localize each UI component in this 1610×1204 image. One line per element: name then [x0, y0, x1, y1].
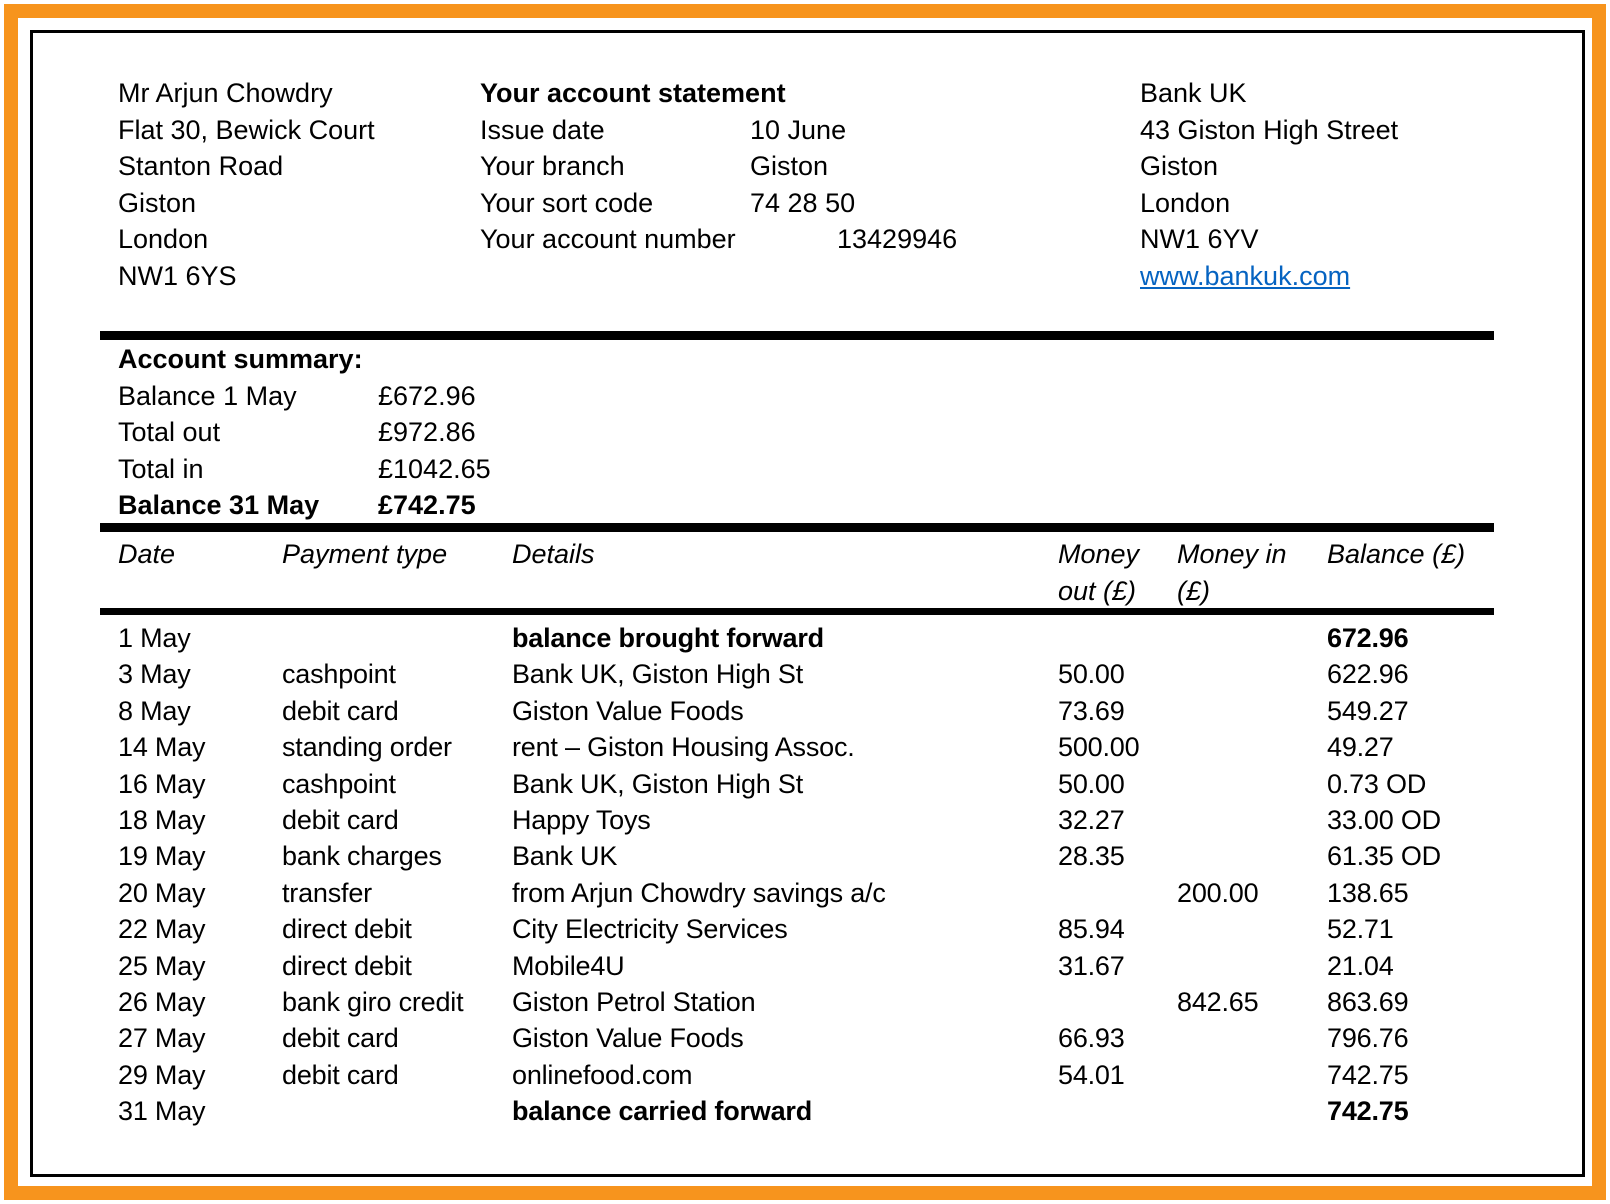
cell-balance: 49.27: [1327, 732, 1394, 763]
column-header-money-in: Money in (£): [1177, 539, 1287, 606]
cell-details: from Arjun Chowdry savings a/c: [512, 877, 886, 908]
divider-above-summary: [100, 331, 1494, 340]
cell-balance: 61.35 OD: [1327, 841, 1441, 872]
cell-date: 31 May: [118, 1096, 206, 1127]
summary-row: [118, 451, 491, 488]
cell-date: 20 May: [118, 877, 206, 908]
statement-fields: [480, 112, 1120, 258]
statement-title: Your account statement: [480, 78, 786, 108]
cell-money-in: [1177, 1093, 1327, 1129]
statement-field-value: Giston: [750, 151, 829, 181]
statement-field-label: Your account number: [480, 224, 736, 254]
cell-balance: 549.27: [1327, 695, 1409, 726]
cell-balance: 21.04: [1327, 950, 1394, 981]
bank-address-line: Giston: [1140, 151, 1219, 181]
cell-money-in: [1177, 802, 1327, 838]
statement-field-row: [480, 148, 1120, 185]
divider-above-table-header: [100, 523, 1494, 532]
cell-money-out: 500.00: [1058, 732, 1140, 763]
bank-address-block: [1140, 75, 1570, 294]
table-row: [118, 948, 1441, 984]
cell-details: Giston Value Foods: [512, 695, 744, 726]
cell-balance: 742.75: [1327, 1059, 1409, 1090]
cell-date: 8 May: [118, 695, 191, 726]
table-row: [118, 875, 1441, 911]
table-row: [118, 656, 1441, 692]
cell-payment-type: debit card: [282, 695, 399, 726]
statement-info-block: [480, 75, 1120, 258]
cell-details: balance brought forward: [512, 623, 824, 653]
cell-money-out: 31.67: [1058, 950, 1125, 981]
summary-row-label: Total in: [118, 453, 204, 484]
bank-address-line: London: [1140, 187, 1231, 218]
bank-address-lines: [1140, 75, 1570, 258]
cell-date: 14 May: [118, 732, 206, 763]
statement-field-label: Issue date: [480, 114, 605, 145]
bank-website-link[interactable]: www.bankuk.com: [1140, 260, 1351, 291]
transactions-table-header: [118, 536, 1494, 609]
statement-field-row: [480, 112, 1120, 149]
cell-payment-type: direct debit: [282, 950, 412, 981]
column-header-balance: Balance (£): [1327, 539, 1466, 569]
cell-balance: 622.96: [1327, 659, 1409, 690]
cell-money-out: 32.27: [1058, 804, 1125, 835]
column-header-details: Details: [512, 539, 595, 569]
cell-money-out: 28.35: [1058, 841, 1125, 872]
account-summary-title: Account summary:: [118, 344, 363, 374]
summary-row-label: Balance 1 May: [118, 380, 297, 411]
cell-balance: 0.73 OD: [1327, 768, 1427, 799]
summary-row: [118, 487, 491, 524]
statement-field-value: 74 28 50: [750, 187, 856, 218]
cell-date: 16 May: [118, 768, 206, 799]
table-row: [118, 766, 1441, 802]
summary-row-value: £672.96: [378, 380, 476, 411]
cell-money-in: 200.00: [1177, 877, 1259, 908]
cell-money-in: [1177, 1020, 1327, 1056]
cell-money-out: 54.01: [1058, 1059, 1125, 1090]
statement-field-value: 13429946: [837, 224, 958, 254]
table-row: [118, 1093, 1441, 1129]
statement-field-value: 10 June: [750, 114, 847, 145]
summary-row-value: £1042.65: [378, 453, 491, 484]
cell-payment-type: debit card: [282, 1059, 399, 1090]
cell-date: 26 May: [118, 986, 206, 1017]
cell-details: Bank UK, Giston High St: [512, 659, 804, 690]
cell-money-out: 66.93: [1058, 1023, 1125, 1054]
summary-row: [118, 378, 491, 415]
table-row: [118, 802, 1441, 838]
cell-balance: 796.76: [1327, 1023, 1409, 1054]
customer-address-line: London: [118, 224, 209, 254]
statement-field-label: Your sort code: [480, 187, 654, 218]
cell-money-in: [1177, 1057, 1327, 1093]
cell-date: 1 May: [118, 623, 191, 653]
cell-money-in: [1177, 656, 1327, 692]
bank-address-line: Bank UK: [1140, 78, 1247, 108]
cell-balance: 742.75: [1327, 1096, 1409, 1127]
cell-money-in: [1177, 693, 1327, 729]
summary-row-label: Balance 31 May: [118, 490, 320, 520]
cell-payment-type: debit card: [282, 804, 399, 835]
cell-balance: 672.96: [1327, 623, 1409, 653]
cell-balance: 138.65: [1327, 877, 1409, 908]
table-row: [118, 838, 1441, 874]
cell-money-in: [1177, 911, 1327, 947]
summary-row-label: Total out: [118, 417, 221, 447]
cell-details: Giston Value Foods: [512, 1023, 744, 1054]
cell-details: Bank UK, Giston High St: [512, 768, 804, 799]
cell-payment-type: bank giro credit: [282, 986, 464, 1017]
cell-details: City Electricity Services: [512, 914, 788, 945]
customer-address-line: Giston: [118, 187, 197, 218]
account-summary-block: [118, 341, 491, 524]
cell-details: onlinefood.com: [512, 1059, 693, 1090]
cell-payment-type: [282, 1093, 512, 1129]
table-row: [118, 620, 1441, 656]
divider-below-table-header: [100, 608, 1494, 615]
table-row: [118, 693, 1441, 729]
cell-details: Mobile4U: [512, 950, 625, 981]
table-row: [118, 1057, 1441, 1093]
summary-row-value: £742.75: [378, 490, 476, 520]
transactions-table-body: [118, 620, 1441, 1129]
cell-money-out: 50.00: [1058, 768, 1125, 799]
cell-date: 29 May: [118, 1059, 206, 1090]
customer-address-line: Mr Arjun Chowdry: [118, 78, 333, 108]
cell-money-in: [1177, 620, 1327, 656]
cell-money-in: [1177, 948, 1327, 984]
cell-balance: 52.71: [1327, 914, 1394, 945]
cell-date: 27 May: [118, 1023, 206, 1054]
account-summary-rows: [118, 378, 491, 524]
table-row: [118, 984, 1441, 1020]
cell-payment-type: cashpoint: [282, 659, 396, 690]
cell-payment-type: [282, 620, 512, 656]
column-header-payment-type: Payment type: [282, 539, 448, 569]
cell-payment-type: standing order: [282, 732, 452, 763]
column-header-date: Date: [118, 539, 176, 569]
cell-money-out: [1058, 875, 1177, 911]
cell-payment-type: transfer: [282, 877, 372, 908]
cell-payment-type: direct debit: [282, 914, 412, 945]
cell-money-in: 842.65: [1177, 986, 1259, 1017]
cell-payment-type: debit card: [282, 1023, 399, 1054]
cell-date: 3 May: [118, 659, 191, 690]
cell-details: Happy Toys: [512, 804, 651, 835]
cell-payment-type: bank charges: [282, 841, 442, 872]
table-row: [118, 911, 1441, 947]
table-row: [118, 1020, 1441, 1056]
cell-date: 25 May: [118, 950, 206, 981]
bank-address-line: 43 Giston High Street: [1140, 114, 1399, 145]
cell-money-in: [1177, 729, 1327, 765]
statement-field-row: [480, 185, 1120, 222]
cell-details: balance carried forward: [512, 1096, 813, 1127]
cell-details: rent – Giston Housing Assoc.: [512, 732, 855, 763]
cell-money-out: [1058, 620, 1177, 656]
cell-money-out: [1058, 984, 1177, 1020]
cell-payment-type: cashpoint: [282, 768, 396, 799]
customer-address-block: [118, 75, 375, 294]
customer-address-line: NW1 6YS: [118, 260, 237, 291]
cell-money-out: 85.94: [1058, 914, 1125, 945]
cell-money-in: [1177, 838, 1327, 874]
bank-address-line: NW1 6YV: [1140, 224, 1259, 254]
table-row: [118, 729, 1441, 765]
customer-address-line: Stanton Road: [118, 151, 284, 181]
cell-details: Giston Petrol Station: [512, 986, 756, 1017]
cell-balance: 33.00 OD: [1327, 804, 1441, 835]
cell-balance: 863.69: [1327, 986, 1409, 1017]
cell-date: 22 May: [118, 914, 206, 945]
summary-row-value: £972.86: [378, 417, 476, 447]
cell-money-out: 50.00: [1058, 659, 1125, 690]
cell-money-out: 73.69: [1058, 695, 1125, 726]
cell-date: 18 May: [118, 804, 206, 835]
cell-money-out: [1058, 1093, 1177, 1129]
cell-money-in: [1177, 766, 1327, 802]
column-header-money-out: Money out (£): [1058, 539, 1140, 606]
cell-details: Bank UK: [512, 841, 618, 872]
statement-field-row: [480, 221, 1120, 258]
summary-row: [118, 414, 491, 451]
statement-field-label: Your branch: [480, 151, 625, 181]
cell-date: 19 May: [118, 841, 206, 872]
customer-address-line: Flat 30, Bewick Court: [118, 114, 375, 145]
